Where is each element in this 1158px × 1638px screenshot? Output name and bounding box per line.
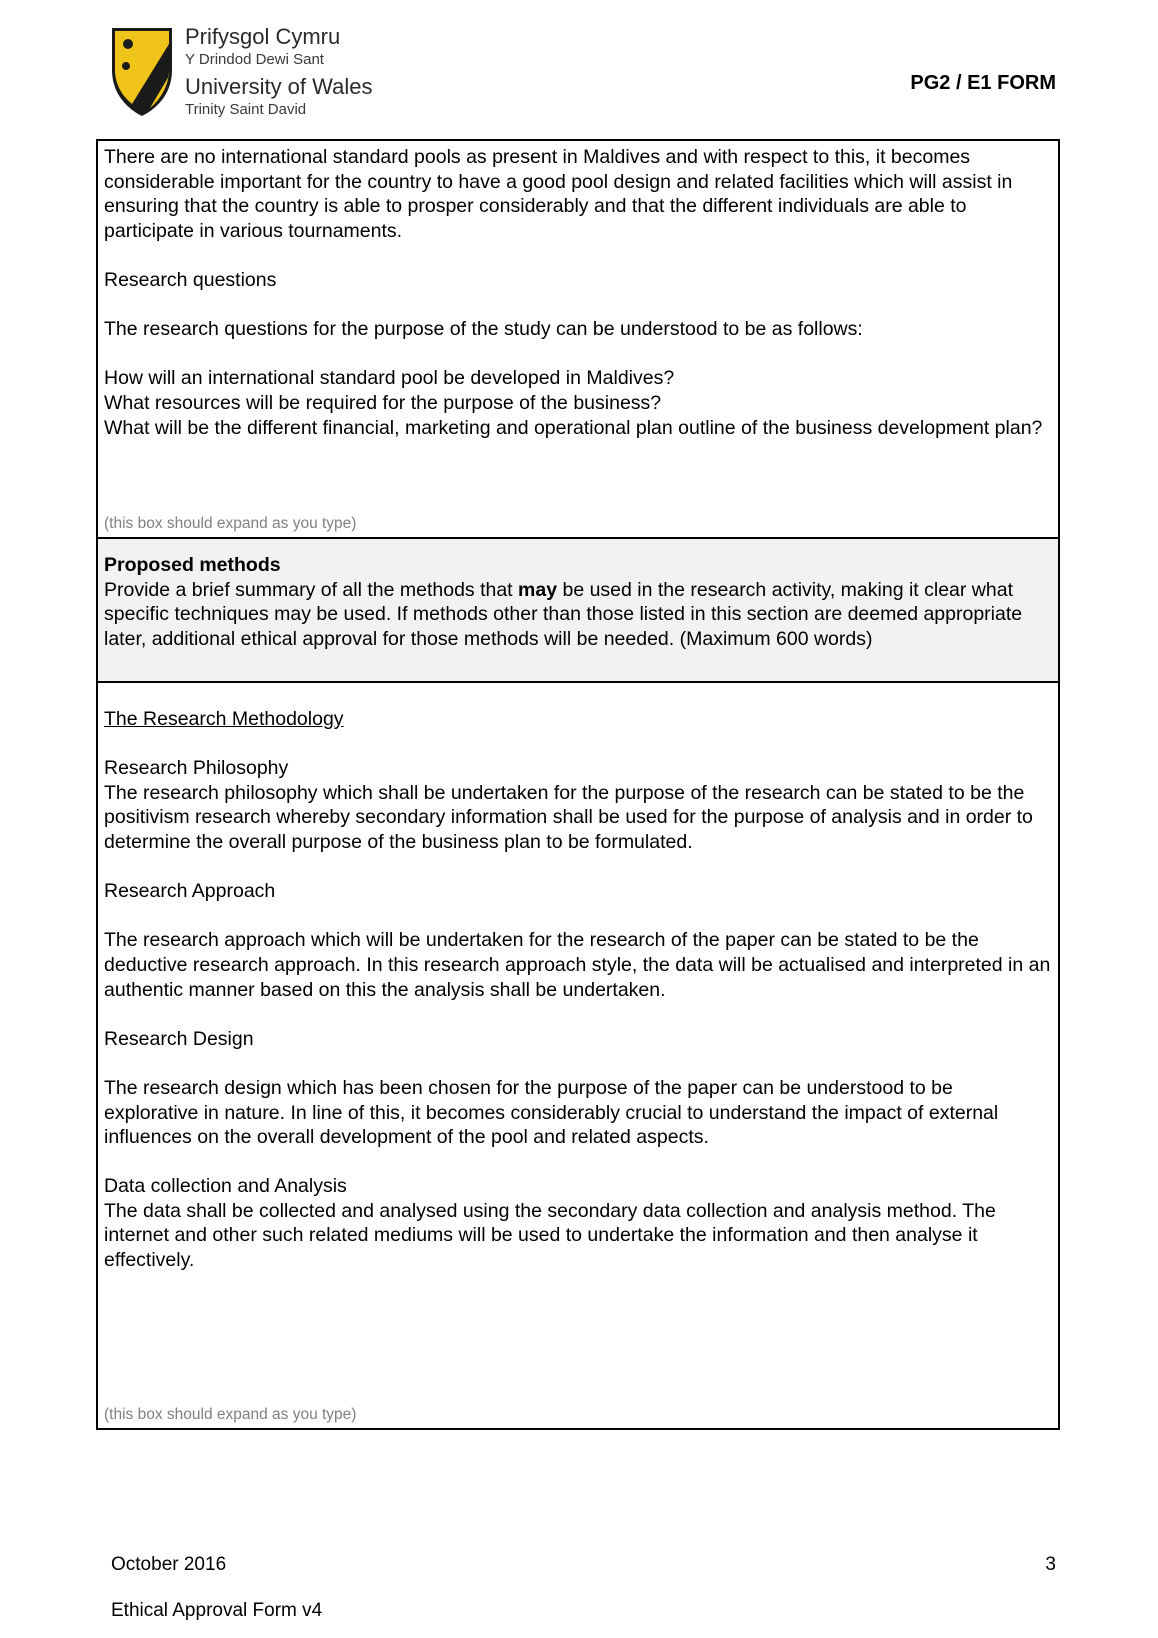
university-logo — [110, 26, 400, 121]
proposed-methods-description — [104, 578, 1052, 652]
methodology-title: The Research Methodology — [104, 708, 344, 730]
logo-line-4: Trinity Saint David — [185, 101, 307, 118]
question-item: What resources will be required for the purpose of the business? — [104, 391, 662, 414]
data-collection-text: The data shall be collected and analysed using the secondary data collection and analysis method. The internet and other such related mediums will be used to undertake the information and then analyse it effectively. — [104, 1199, 996, 1272]
data-collection-heading: Data collection and Analysis — [104, 1175, 347, 1198]
research-background-box[interactable] — [96, 139, 1060, 539]
logo-line-1: Prifysgol Cymru — [185, 24, 341, 49]
design-heading: Research Design — [104, 1027, 254, 1050]
shield-icon — [110, 26, 174, 118]
footer-form-name: Ethical Approval Form v4 — [111, 1600, 323, 1621]
description-text: Provide a brief summary of all the methods that — [104, 578, 519, 601]
proposed-methods-header — [96, 539, 1060, 683]
philosophy-heading: Research Philosophy — [104, 757, 289, 780]
page-header — [0, 0, 1158, 135]
description-text: be used in the research activity, making it clear what specific techniques may be used. If methods other than those listed in this section are deemed appropriate later, additional ethical approval for those methods will be needed. (Maximum 600 words) — [104, 578, 1023, 650]
background-paragraph: There are no international standard pools as present in Maldives and with respect to this, it becomes considerable important for the country to have a good pool design and related facilities which will assist in ensuring that the country is able to prosper considerably and that the different individuals are able to participate in various tournaments. — [104, 146, 1013, 242]
approach-heading: Research Approach — [104, 880, 276, 903]
footer-date: October 2016 — [111, 1554, 227, 1575]
research-questions-heading: Research questions — [104, 268, 277, 291]
question-item: How will an international standard pool be developed in Maldives? — [104, 367, 675, 390]
research-questions-intro: The research questions for the purpose of the study can be understood to be as follows: — [104, 318, 863, 341]
page-number: 3 — [1045, 1554, 1056, 1575]
description-emphasis: may — [518, 578, 558, 601]
expand-hint: (this box should expand as you type) — [104, 1406, 357, 1423]
logo-line-2: Y Drindod Dewi Sant — [185, 51, 324, 68]
proposed-methods-box[interactable] — [96, 681, 1060, 1430]
philosophy-text: The research philosophy which shall be undertaken for the purpose of the research can be stated to be the positivism research whereby secondary information shall be used for the purpose of analysis and in order to determine the overall purpose of the business plan to be formulated. — [104, 781, 1033, 853]
approach-text: The research approach which will be undertaken for the research of the paper can be stated to be the deductive research approach. In this research approach style, the data will be actualised and interpreted in an authentic manner based on this the analysis shall be undertaken. — [104, 929, 1051, 1001]
question-item: What will be the different financial, marketing and operational plan outline of the business development plan? — [104, 416, 1043, 439]
expand-hint: (this box should expand as you type) — [104, 515, 357, 532]
design-text: The research design which has been chosen for the purpose of the paper can be understood to be explorative in nature. In line of this, it becomes considerably crucial to understand the impact of external influences on the overall development of the pool and related aspects. — [104, 1076, 999, 1149]
form-code: PG2 / E1 FORM — [910, 72, 1056, 94]
logo-line-3: University of Wales — [185, 74, 373, 99]
proposed-methods-title: Proposed methods — [104, 554, 281, 576]
